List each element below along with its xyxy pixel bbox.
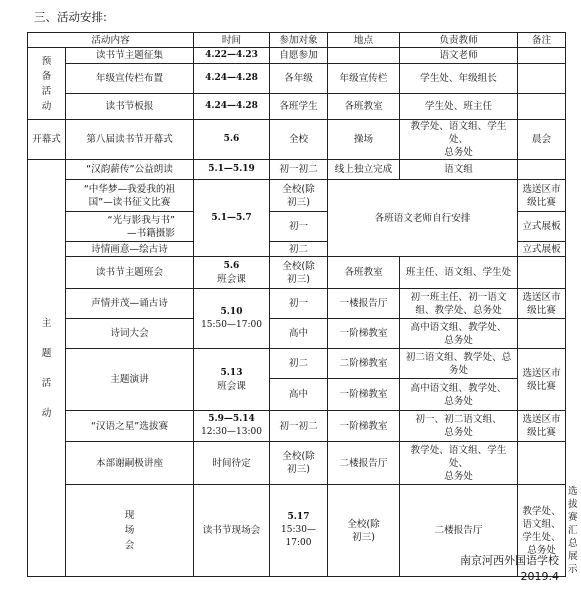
group-main: 主 题 活 动	[28, 160, 66, 577]
activity-teacher: 语文老师	[400, 48, 518, 64]
activity-target: 初一	[270, 289, 328, 319]
time-sub: 15:30—17:00	[281, 525, 316, 548]
activity-target: 初一初二	[270, 160, 328, 180]
time-sub: 班会课	[217, 273, 246, 285]
activity-target: 全校(除 初三)	[270, 180, 328, 212]
activity-note: 晨会	[518, 120, 566, 160]
activity-name: “汉语之星”选拔赛	[66, 411, 194, 442]
activity-name: 本部谢嗣极讲座	[66, 442, 194, 485]
activity-note: 选送区市 级比赛	[518, 411, 566, 442]
time-date: 5.10	[220, 306, 243, 317]
activity-note	[518, 160, 566, 180]
activity-time: 5.1—5.19	[194, 160, 270, 180]
activity-place: 各班教室	[328, 257, 400, 289]
footer	[460, 553, 559, 585]
activity-teacher: 初一班主任、初一语文 组、教学处、总务处	[400, 289, 518, 319]
activity-name: 主题演讲	[66, 349, 194, 411]
time-sub: 班会课	[217, 380, 246, 392]
activity-note: 立式展板	[518, 212, 566, 242]
activity-target: 初二	[270, 242, 328, 257]
activity-teacher: 教学处、语文组、学生处、 总务处	[400, 120, 518, 160]
activity-name: 年级宣传栏布置	[66, 64, 194, 94]
table-row	[28, 64, 566, 94]
activity-place: 操场	[328, 120, 400, 160]
activity-time: 5.1—5.7	[194, 180, 270, 257]
activity-teacher: 语文组	[400, 160, 518, 180]
activity-time	[194, 289, 270, 349]
activity-name: 读书节主题班会	[66, 257, 194, 289]
activity-place: 线上独立完成	[328, 160, 400, 180]
activity-target: 全校	[270, 120, 328, 160]
school-name: 南京河西外国语学校	[460, 554, 559, 567]
time-sub: 12:30—13:00	[201, 427, 262, 437]
table-row	[28, 411, 566, 442]
time-date: 5.6	[223, 260, 240, 271]
activity-target: 全校(除 初三)	[270, 442, 328, 485]
activity-teacher: 学生处、班主任	[400, 94, 518, 120]
activity-note	[518, 48, 566, 64]
activity-target: 高中	[270, 379, 328, 411]
activity-place: 年级宣传栏	[328, 64, 400, 94]
activity-time: 5.6	[194, 120, 270, 160]
activity-teacher: 教学处、语文组、学生处、 总务处	[518, 485, 566, 577]
activity-name: 声情并茂—诵古诗	[66, 289, 194, 319]
activity-place: 二楼报告厅	[328, 442, 400, 485]
activity-note	[518, 319, 566, 349]
schedule-table	[27, 32, 578, 577]
table-row	[28, 160, 566, 180]
activity-note: 选送区市 级比赛	[518, 289, 566, 319]
activity-place: 一阶梯教室	[328, 319, 400, 349]
activity-teacher: 班主任、语文组、学生处	[400, 257, 518, 289]
table-row	[28, 48, 566, 64]
table-row	[28, 349, 566, 379]
activity-place: 二楼报告厅	[400, 485, 518, 577]
table-row	[28, 257, 566, 289]
header-teacher: 负责教师	[400, 33, 518, 48]
group-opening: 开幕式	[28, 120, 66, 160]
activity-teacher: 初二语文组、教学处、总 务处	[400, 349, 518, 379]
header-target: 参加对象	[270, 33, 328, 48]
activity-note: 立式展板	[518, 242, 566, 257]
header-place: 地点	[328, 33, 400, 48]
activity-place: 各班教室	[328, 94, 400, 120]
activity-teacher: 各班语文老师自行安排	[328, 180, 518, 257]
activity-teacher: 学生处、年级组长	[400, 64, 518, 94]
activity-place: 一阶梯教室	[328, 411, 400, 442]
activity-target: 自愿参加	[270, 48, 328, 64]
activity-note	[518, 442, 566, 485]
header-note: 备注	[518, 33, 566, 48]
activity-name: 诗情画意—绘古诗	[66, 242, 194, 257]
table-row	[28, 289, 566, 319]
activity-name: 读书节板报	[66, 94, 194, 120]
table-row: 现 场 会 读书节现场会 5.17 15:30—17:00 全校(除 初三) 二楼报告厅 教学处、语文组、学生处、 总务处 选拔赛汇 总展示	[28, 485, 566, 577]
header-time: 时间	[194, 33, 270, 48]
activity-note	[518, 257, 566, 289]
activity-name: 诗词大会	[66, 319, 194, 349]
table-row	[28, 94, 566, 120]
activity-name: 读书节主题征集	[66, 48, 194, 64]
activity-name: “中华梦—我爱我的祖 国”—读书征文比赛	[66, 180, 194, 212]
activity-time	[270, 485, 328, 577]
table-row	[28, 180, 566, 212]
activity-time	[194, 257, 270, 289]
activity-time	[194, 411, 270, 442]
section-title: 三、活动安排:	[34, 10, 107, 24]
activity-time: 4.24—4.28	[194, 94, 270, 120]
activity-target: 高中	[270, 319, 328, 349]
activity-time: 4.22—4.23	[194, 48, 270, 64]
activity-target: 各班学生	[270, 94, 328, 120]
activity-note: 选送区市 级比赛	[518, 349, 566, 411]
time-date: 5.13	[220, 367, 243, 378]
activity-name: 第八届读书节开幕式	[66, 120, 194, 160]
document-date: 2019.4	[520, 570, 559, 583]
activity-teacher: 初一、初二语文组、 总务处	[400, 411, 518, 442]
activity-teacher: 高中语文组、教学处、 总务处	[400, 379, 518, 411]
table-row	[28, 120, 566, 160]
activity-target: 初二	[270, 349, 328, 379]
activity-time	[194, 349, 270, 411]
activity-place: 一阶梯教室	[328, 379, 400, 411]
table-row	[28, 319, 566, 349]
activity-place: 二阶梯教室	[328, 349, 400, 379]
activity-name: “光与影我与书” —书籍摄影	[66, 212, 194, 242]
activity-teacher: 教学处、语文组、学生处、 总务处	[400, 442, 518, 485]
time-sub: 15:50—17:00	[201, 319, 262, 330]
activity-name: “汉韵薪传”公益朗读	[66, 160, 194, 180]
header-activity: 活动内容	[28, 33, 194, 48]
header-row	[28, 33, 566, 48]
activity-time: 时间待定	[194, 442, 270, 485]
activity-teacher: 高中语文组、教学处、 总务处	[400, 319, 518, 349]
activity-note: 选送区市 级比赛	[518, 180, 566, 212]
group-prep: 预 备 活 动	[28, 48, 66, 120]
time-date: 5.17	[287, 512, 310, 522]
activity-target: 全校(除 初三)	[270, 257, 328, 289]
activity-target: 初一初二	[270, 411, 328, 442]
table-row	[28, 442, 566, 485]
activity-target: 各年级	[270, 64, 328, 94]
activity-time: 4.24—4.28	[194, 64, 270, 94]
activity-place	[328, 48, 400, 64]
activity-place: 一楼报告厅	[328, 289, 400, 319]
group-closing: 现 场 会	[66, 485, 194, 577]
activity-target: 全校(除 初三)	[328, 485, 400, 577]
time-date: 5.9—5.14	[208, 414, 255, 424]
activity-target: 初一	[270, 212, 328, 242]
activity-name: 读书节现场会	[194, 485, 270, 577]
activity-note	[518, 94, 566, 120]
activity-note	[518, 64, 566, 94]
